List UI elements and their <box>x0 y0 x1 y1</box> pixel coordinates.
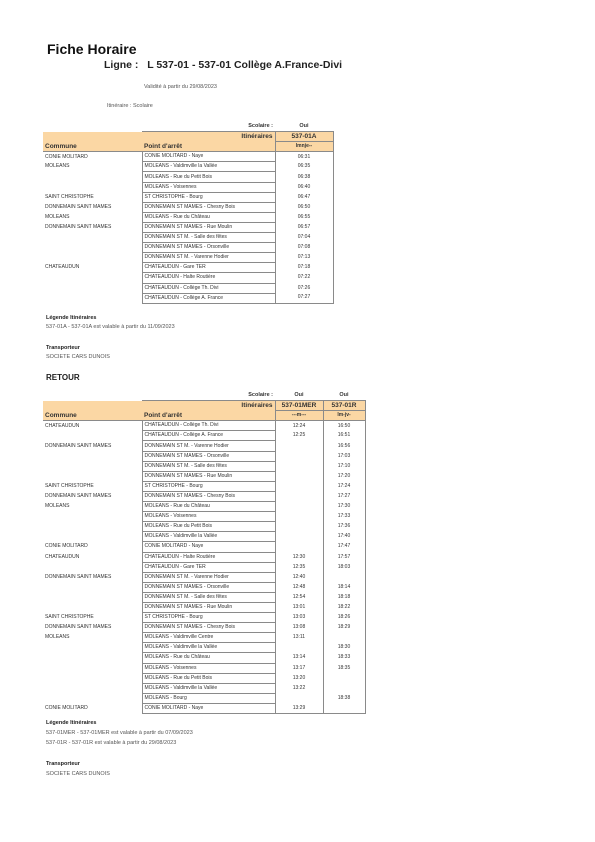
table-row <box>43 552 365 562</box>
time-cell: 17:10 <box>323 461 365 471</box>
stop-cell: DONNEMAIN ST M. - Salle des fêtes <box>142 592 275 602</box>
table-row <box>43 431 365 441</box>
time-cell: 12:40 <box>275 572 323 582</box>
table-row <box>43 582 365 592</box>
table-row <box>43 152 333 162</box>
time-cell <box>275 693 323 703</box>
table-row <box>43 693 365 703</box>
legend-title: Légende Itinéraires <box>46 720 97 726</box>
table-row <box>43 222 333 232</box>
time-cell: 13:08 <box>275 623 323 633</box>
time-cell: 17:33 <box>323 512 365 522</box>
stop-cell: ST CHRISTOPHE - Bourg <box>142 613 275 623</box>
time-cell: 13:29 <box>275 703 323 713</box>
stop-cell: DONNEMAIN ST MAMES - Orsonville <box>142 243 275 253</box>
stop-cell: MOLEANS - Rue du Petit Bois <box>142 172 275 182</box>
stop-cell: MOLEANS - Bourg <box>142 693 275 703</box>
stop-cell: MOLEANS - Rue du Château <box>142 502 275 512</box>
page-title: Fiche Horaire <box>47 41 137 57</box>
aller-timetable <box>43 122 334 304</box>
table-row <box>43 283 333 293</box>
commune-cell <box>43 461 142 471</box>
time-cell: 17:27 <box>323 491 365 501</box>
scolaire-value: Oui <box>294 392 304 399</box>
time-cell: 17:40 <box>323 532 365 542</box>
time-cell: 07:13 <box>275 253 333 263</box>
time-cell: 06:40 <box>275 182 333 192</box>
stop-cell: MOLEANS - Valdimville la Vallée <box>142 532 275 542</box>
stop-cell: CHATEAUDUN - Collège Th. Divi <box>142 421 275 431</box>
time-cell: 18:29 <box>323 623 365 633</box>
table-row <box>43 532 365 542</box>
commune-cell: DONNEMAIN SAINT MAMES <box>45 624 112 631</box>
commune-cell: CHATEAUDUN <box>45 553 80 560</box>
direction-days: lm-jv- <box>323 411 365 421</box>
table-row <box>43 263 333 273</box>
time-cell: 06:50 <box>275 202 333 212</box>
table-row <box>43 421 365 431</box>
itinerary-value: Scolaire <box>133 103 153 109</box>
commune-cell: SAINT CHRISTOPHE <box>45 482 94 489</box>
table-row <box>43 663 365 673</box>
time-cell: 12:48 <box>275 582 323 592</box>
table-row <box>43 613 365 623</box>
table-row <box>43 623 365 633</box>
arret-header: Point d'arrêt <box>142 142 275 152</box>
time-cell: 07:18 <box>275 263 333 273</box>
time-cell: 18:18 <box>323 592 365 602</box>
time-cell: 07:08 <box>275 243 333 253</box>
time-cell: 12:35 <box>275 562 323 572</box>
table-row <box>43 293 333 303</box>
commune-cell <box>43 273 142 283</box>
arret-header: Point d'arrêt <box>142 411 275 421</box>
time-cell: 12:54 <box>275 592 323 602</box>
table-row <box>43 592 365 602</box>
table-row <box>43 441 365 451</box>
stop-cell: MOLEANS - Voisennes <box>142 182 275 192</box>
time-cell: 18:35 <box>323 663 365 673</box>
table-row <box>43 192 333 202</box>
stop-cell: ST CHRISTOPHE - Bourg <box>142 481 275 491</box>
stop-cell: MOLEANS - Rue du Château <box>142 212 275 222</box>
time-cell <box>275 471 323 481</box>
time-cell: 13:03 <box>275 613 323 623</box>
commune-cell <box>43 253 142 263</box>
time-cell: 06:47 <box>275 192 333 202</box>
commune-cell <box>43 431 142 441</box>
stop-cell: CHATEAUDUN - Gare TER <box>142 263 275 273</box>
commune-cell: DONNEMAIN SAINT MAMES <box>45 492 112 499</box>
time-cell <box>275 491 323 501</box>
itineraires-label: Itinéraires <box>142 132 275 142</box>
time-cell: 07:04 <box>275 233 333 243</box>
time-cell <box>275 512 323 522</box>
table-row <box>43 162 333 172</box>
time-cell: 16:50 <box>323 421 365 431</box>
itinerary-label: Itinéraire : <box>107 103 132 109</box>
table-row <box>43 502 365 512</box>
table-row <box>43 471 365 481</box>
table-row <box>43 182 333 192</box>
commune-cell: DONNEMAIN SAINT MAMES <box>45 223 112 230</box>
commune-cell <box>43 451 142 461</box>
time-cell <box>275 542 323 552</box>
time-cell <box>275 522 323 532</box>
commune-cell: MOLEANS <box>45 213 70 220</box>
stop-cell: DONNEMAIN ST M. - Varenne Hodier <box>142 572 275 582</box>
time-cell: 18:14 <box>323 582 365 592</box>
table-row <box>43 643 365 653</box>
table-row <box>43 451 365 461</box>
stop-cell: DONNEMAIN ST M. - Salle des fêtes <box>142 461 275 471</box>
table-row <box>43 491 365 501</box>
carrier-title: Transporteur <box>46 345 80 351</box>
stop-cell: DONNEMAIN ST MAMES - Rue Moulin <box>142 222 275 232</box>
time-cell: 06:57 <box>275 222 333 232</box>
commune-cell: MOLEANS <box>45 634 70 641</box>
stop-cell: CONIE MOLITARD - Naye <box>142 703 275 713</box>
table-row <box>43 243 333 253</box>
commune-cell <box>43 683 142 693</box>
stop-cell: CHATEAUDUN - Gare TER <box>142 562 275 572</box>
scolaire-value: Oui <box>339 392 349 399</box>
legend-title: Légende Itinéraires <box>46 315 97 321</box>
stop-cell: CHATEAUDUN - Halte Routière <box>142 273 275 283</box>
stop-cell: DONNEMAIN ST MAMES - Chesny Bois <box>142 202 275 212</box>
commune-cell: SAINT CHRISTOPHE <box>45 614 94 621</box>
time-cell: 17:57 <box>323 552 365 562</box>
time-cell <box>275 532 323 542</box>
commune-cell: CHATEAUDUN <box>45 422 80 429</box>
commune-cell: DONNEMAIN SAINT MAMES <box>45 442 112 449</box>
commune-cell <box>43 532 142 542</box>
table-row <box>43 202 333 212</box>
time-cell: 06:31 <box>275 152 333 162</box>
legend-text: 537-01MER - 537-01MER est valable à partir du 07/09/2023 <box>46 730 193 736</box>
table-row <box>43 653 365 663</box>
time-cell <box>275 643 323 653</box>
time-cell <box>323 703 365 713</box>
itinerary-code: 537-01A <box>275 132 333 142</box>
stop-cell: MOLEANS - Valdimville la Vallée <box>142 683 275 693</box>
time-cell: 13:22 <box>275 683 323 693</box>
time-cell: 13:01 <box>275 602 323 612</box>
table-row <box>43 481 365 491</box>
stop-cell: ST CHRISTOPHE - Bourg <box>142 192 275 202</box>
commune-cell <box>43 663 142 673</box>
itinerary-code: 537-01MER <box>275 401 323 411</box>
commune-cell: CONIE MOLITARD <box>45 543 88 550</box>
table-row <box>43 602 365 612</box>
stop-cell: MOLEANS - Voisennes <box>142 663 275 673</box>
time-cell: 17:47 <box>323 542 365 552</box>
carrier-name: SOCIETE CARS DUNOIS <box>46 354 110 360</box>
line-label: Ligne : <box>104 59 139 71</box>
time-cell: 18:03 <box>323 562 365 572</box>
time-cell: 13:14 <box>275 653 323 663</box>
time-cell <box>275 481 323 491</box>
stop-cell: CHATEAUDUN - Collège Th. Divi <box>142 283 275 293</box>
commune-cell <box>43 283 142 293</box>
table-row <box>43 172 333 182</box>
time-cell: 06:55 <box>275 212 333 222</box>
table-row <box>43 633 365 643</box>
time-cell: 07:27 <box>275 293 333 303</box>
stop-cell: MOLEANS - Rue du Petit Bois <box>142 522 275 532</box>
table-row <box>43 542 365 552</box>
commune-header: Commune <box>43 142 142 152</box>
commune-cell <box>43 182 142 192</box>
time-cell <box>323 633 365 643</box>
time-cell: 12:30 <box>275 552 323 562</box>
commune-header: Commune <box>43 411 142 421</box>
stop-cell: DONNEMAIN ST M. - Varenne Hodier <box>142 253 275 263</box>
line-heading <box>104 59 342 71</box>
table-row <box>43 562 365 572</box>
time-cell: 17:20 <box>323 471 365 481</box>
stop-cell: DONNEMAIN ST M. - Salle des fêtes <box>142 233 275 243</box>
time-cell: 07:22 <box>275 273 333 283</box>
table-row <box>43 512 365 522</box>
stop-cell: CHATEAUDUN - Halte Routière <box>142 552 275 562</box>
commune-cell: CONIE MOLITARD <box>45 704 88 711</box>
carrier-title: Transporteur <box>46 761 80 767</box>
stop-cell: MOLEANS - Rue du Petit Bois <box>142 673 275 683</box>
time-cell: 18:26 <box>323 613 365 623</box>
time-cell: 06:38 <box>275 172 333 182</box>
time-cell <box>323 572 365 582</box>
commune-cell: CHATEAUDUN <box>45 264 80 271</box>
stop-cell: MOLEANS - Valdimville la Vallée <box>142 643 275 653</box>
stop-cell: DONNEMAIN ST MAMES - Chesny Bois <box>142 623 275 633</box>
legend-text: 537-01A - 537-01A est valable à partir du 11/09/2023 <box>46 324 175 330</box>
stop-cell: CONIE MOLITARD - Naye <box>142 152 275 162</box>
scolaire-value: Oui <box>299 123 309 130</box>
commune-cell <box>43 592 142 602</box>
commune-cell: MOLEANS <box>45 163 70 170</box>
table-row <box>43 683 365 693</box>
stop-cell: DONNEMAIN ST MAMES - Rue Moulin <box>142 471 275 481</box>
itinerary-code: 537-01R <box>323 401 365 411</box>
stop-cell: DONNEMAIN ST MAMES - Orsonville <box>142 582 275 592</box>
legend-text: 537-01R - 537-01R est valable à partir du 29/08/2023 <box>46 740 177 746</box>
commune-cell <box>43 673 142 683</box>
commune-cell: SAINT CHRISTOPHE <box>45 193 94 200</box>
time-cell: 17:03 <box>323 451 365 461</box>
commune-cell <box>43 233 142 243</box>
time-cell <box>323 683 365 693</box>
time-cell <box>275 461 323 471</box>
stop-cell: DONNEMAIN ST MAMES - Chesny Bois <box>142 491 275 501</box>
retour-timetable <box>43 391 366 714</box>
stop-cell: DONNEMAIN ST MAMES - Orsonville <box>142 451 275 461</box>
commune-cell <box>43 643 142 653</box>
stop-cell: MOLEANS - Valdimville Centre <box>142 633 275 643</box>
stop-cell: MOLEANS - Rue du Château <box>142 653 275 663</box>
table-row <box>43 572 365 582</box>
table-row <box>43 673 365 683</box>
time-cell: 07:26 <box>275 283 333 293</box>
carrier-name: SOCIETE CARS DUNOIS <box>46 771 110 777</box>
retour-title: RETOUR <box>46 373 80 382</box>
commune-cell <box>43 243 142 253</box>
commune-cell <box>43 653 142 663</box>
stop-cell: CONIE MOLITARD - Naye <box>142 542 275 552</box>
time-cell: 18:22 <box>323 602 365 612</box>
table-row <box>43 461 365 471</box>
table-row <box>43 703 365 713</box>
commune-cell <box>43 602 142 612</box>
time-cell: 18:38 <box>323 693 365 703</box>
time-cell: 12:25 <box>275 431 323 441</box>
itineraires-label: Itinéraires <box>142 401 275 411</box>
commune-cell: MOLEANS <box>45 503 70 510</box>
time-cell: 17:30 <box>323 502 365 512</box>
commune-cell <box>43 471 142 481</box>
table-row <box>43 233 333 243</box>
time-cell <box>275 502 323 512</box>
time-cell <box>323 673 365 683</box>
time-cell: 16:56 <box>323 441 365 451</box>
time-cell: 18:30 <box>323 643 365 653</box>
time-cell <box>275 451 323 461</box>
commune-cell <box>43 582 142 592</box>
commune-cell: CONIE MOLITARD <box>45 153 88 160</box>
commune-cell <box>43 172 142 182</box>
commune-cell <box>43 693 142 703</box>
itinerary-info <box>107 103 153 109</box>
stop-cell: DONNEMAIN ST MAMES - Rue Moulin <box>142 602 275 612</box>
stop-cell: MOLEANS - Voisennes <box>142 512 275 522</box>
commune-cell: DONNEMAIN SAINT MAMES <box>45 203 112 210</box>
time-cell: 18:33 <box>323 653 365 663</box>
time-cell <box>275 441 323 451</box>
table-row <box>43 522 365 532</box>
time-cell: 06:35 <box>275 162 333 172</box>
time-cell: 13:20 <box>275 673 323 683</box>
commune-cell <box>43 562 142 572</box>
line-value: L 537-01 - 537-01 Collège A.France-Divi <box>147 59 343 71</box>
time-cell: 13:11 <box>275 633 323 643</box>
time-cell: 17:24 <box>323 481 365 491</box>
table-row <box>43 212 333 222</box>
direction-days: lmnje-- <box>275 142 333 152</box>
stop-cell: DONNEMAIN ST M. - Varenne Hodier <box>142 441 275 451</box>
time-cell: 16:51 <box>323 431 365 441</box>
scolaire-label: Scolaire : <box>248 392 273 399</box>
time-cell: 12:24 <box>275 421 323 431</box>
scolaire-label: Scolaire : <box>248 123 273 130</box>
stop-cell: CHATEAUDUN - Collège A. France <box>142 431 275 441</box>
commune-cell <box>43 512 142 522</box>
validity-text: Validité à partir du 29/08/2023 <box>144 84 217 90</box>
time-cell: 17:36 <box>323 522 365 532</box>
stop-cell: CHATEAUDUN - Collège A. France <box>142 293 275 303</box>
commune-cell <box>43 293 142 303</box>
commune-cell: DONNEMAIN SAINT MAMES <box>45 573 112 580</box>
direction-days: ---m--- <box>275 411 323 421</box>
table-row <box>43 273 333 283</box>
stop-cell: MOLEANS - Valdimville la Vallée <box>142 162 275 172</box>
time-cell: 13:17 <box>275 663 323 673</box>
commune-cell <box>43 522 142 532</box>
table-row <box>43 253 333 263</box>
